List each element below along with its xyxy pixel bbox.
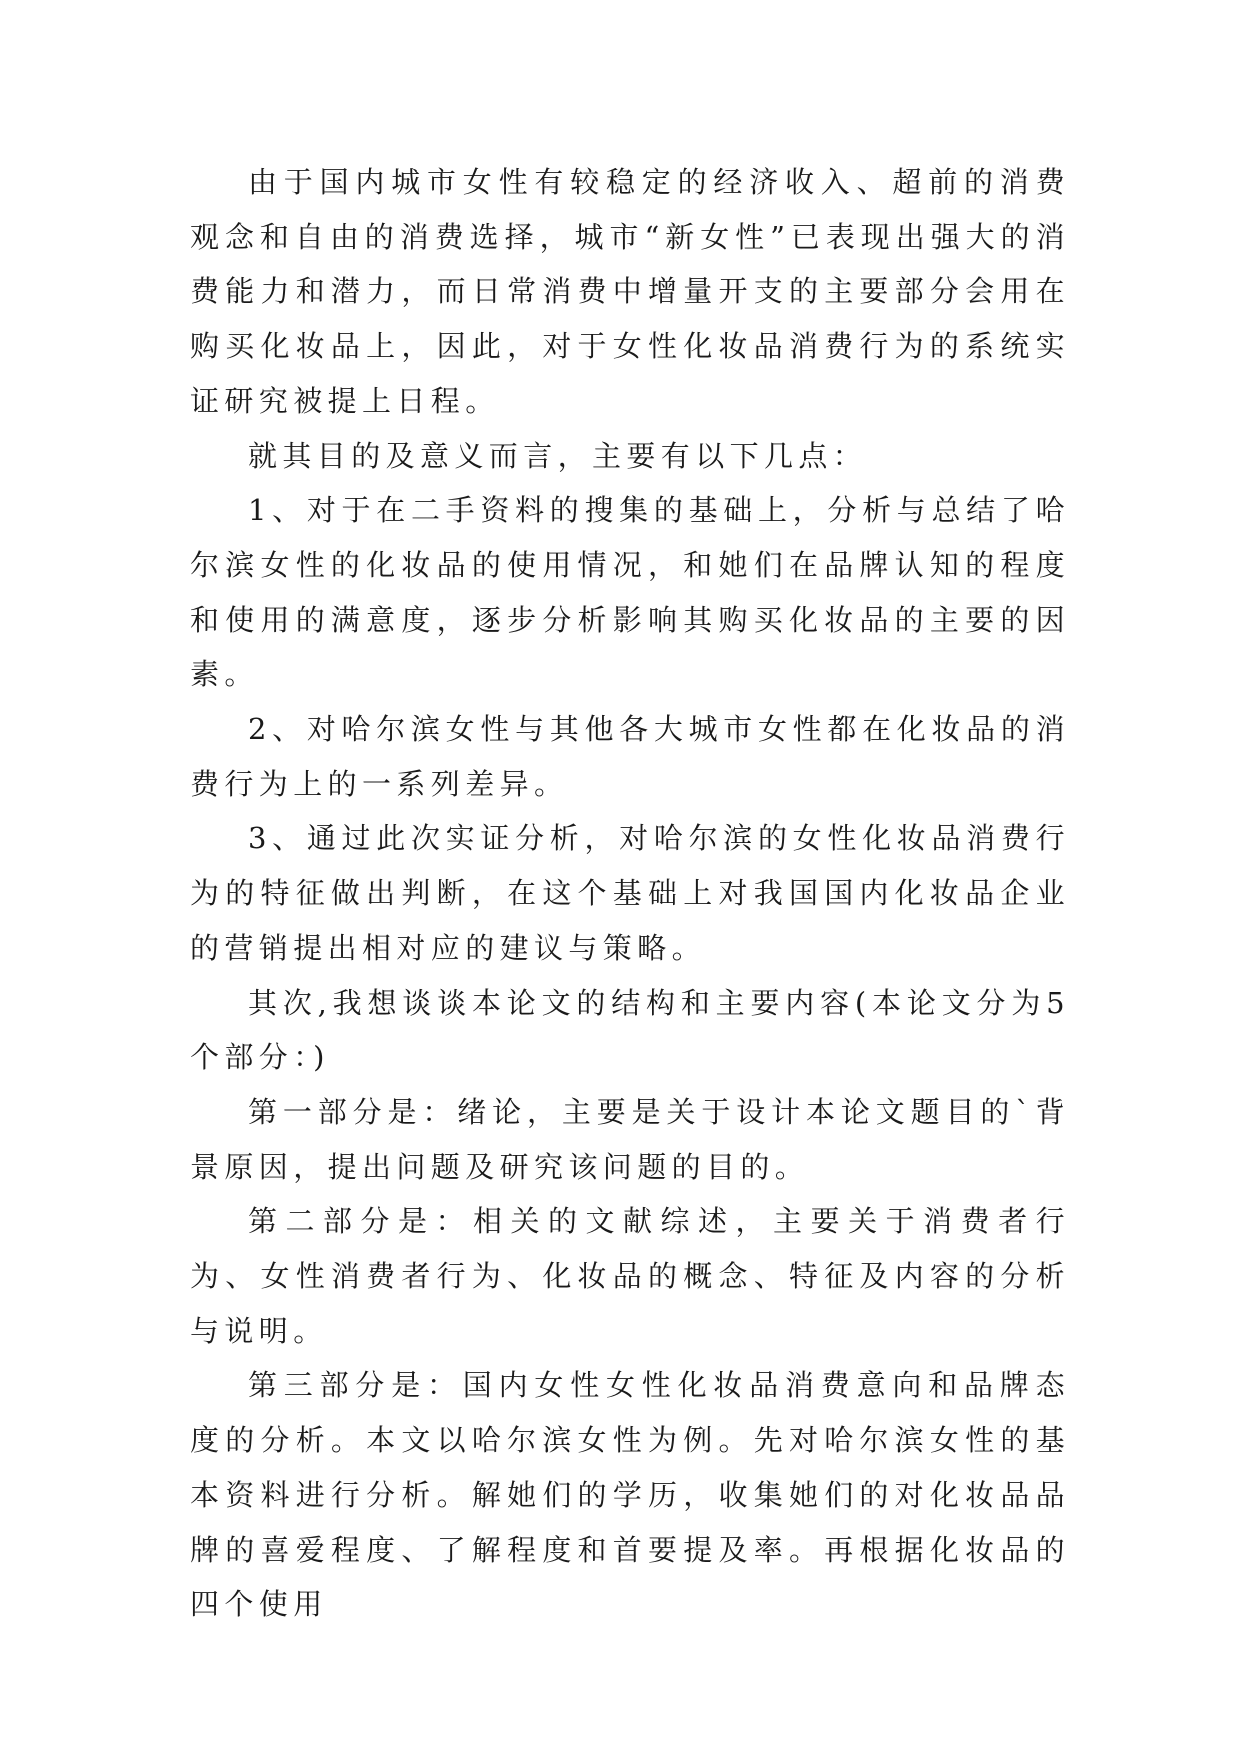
paragraph-point-2: 2、对哈尔滨女性与其他各大城市女性都在化妆品的消费行为上的一系列差异。 xyxy=(190,712,1070,801)
paragraph-background: 由于国内城市女性有较稳定的经济收入、超前的消费观念和自由的消费选择，城市“新女性”已表现出强大的消费能力和潜力，而日常消费中增量开支的主要部分会用在购买化妆品上，因此，对于女性化妆品消费行为的系统实证研究被提上日程。 xyxy=(190,165,1070,418)
paragraph-point-3: 3、通过此次实证分析，对哈尔滨的女性化妆品消费行为的特征做出判断，在这个基础上对我国国内化妆品企业的营销提出相对应的建议与策略。 xyxy=(190,821,1070,965)
paragraph-point-1: 1、对于在二手资料的搜集的基础上，分析与总结了哈尔滨女性的化妆品的使用情况，和她们在品牌认知的程度和使用的满意度，逐步分析影响其购买化妆品的主要的因素。 xyxy=(190,493,1070,692)
paragraph-structure-intro: 其次,我想谈谈本论文的结构和主要内容(本论文分为5个部分：) xyxy=(190,985,1070,1075)
paragraph-part-2: 第二部分是：相关的文献综述，主要关于消费者行为、女性消费者行为、化妆品的概念、特征及内容的分析与说明。 xyxy=(190,1204,1070,1348)
paragraph-part-3: 第三部分是：国内女性女性化妆品消费意向和品牌态度的分析。本文以哈尔滨女性为例。先对哈尔滨女性的基本资料进行分析。解她们的学历，收集她们的对化妆品品牌的喜爱程度、了解程度和首要提及率。再根据化妆品的四个使用 xyxy=(190,1368,1070,1622)
paragraph-part-1: 第一部分是：绪论，主要是关于设计本论文题目的`背景原因，提出问题及研究该问题的目的。 xyxy=(190,1094,1070,1184)
paragraph-purpose-intro: 就其目的及意义而言，主要有以下几点： xyxy=(248,438,868,473)
document-body xyxy=(190,155,1070,1632)
